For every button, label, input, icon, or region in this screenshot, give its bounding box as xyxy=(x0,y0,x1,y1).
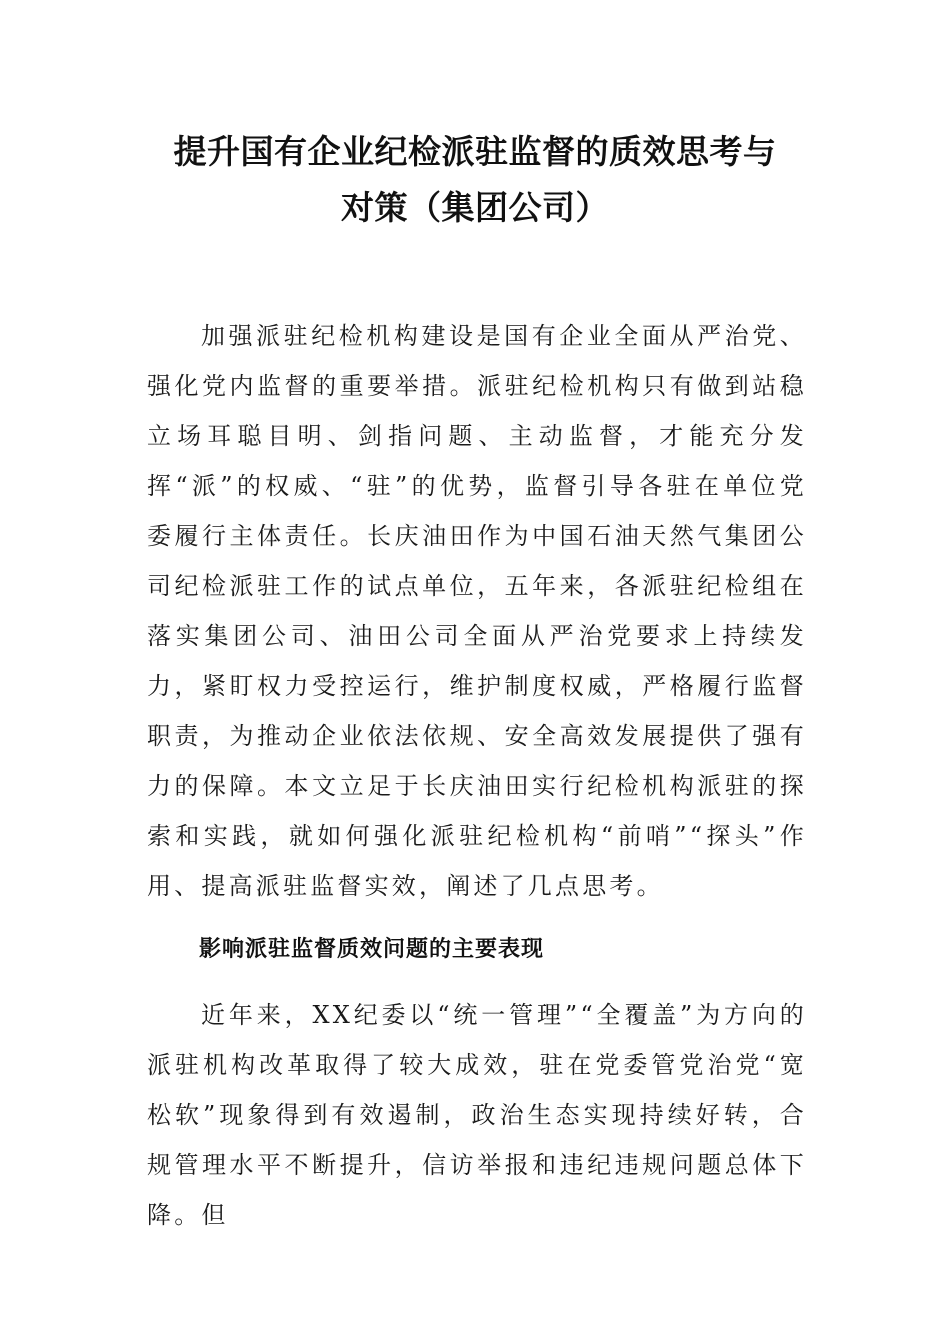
document-title-line-1: 提升国有企业纪检派驻监督的质效思考与 xyxy=(173,132,777,171)
body-paragraph: 近年来，XX纪委以“统一管理”“全覆盖”为方向的派驻机构改革取得了较大成效，驻在党委管党治党“宽松软”现象得到有效遏制，政治生态实现持续好转，合规管理水平不断提升，信访举报和违纪违规问题总体下降。但 xyxy=(147,1001,807,1229)
section-heading: 影响派驻监督质效问题的主要表现 xyxy=(199,937,545,962)
document-title-line-2: 对策（集团公司） xyxy=(341,188,609,227)
intro-paragraph: 加强派驻纪检机构建设是国有企业全面从严治党、强化党内监督的重要举措。派驻纪检机构只有做到站稳立场耳聪目明、剑指问题、主动监督，才能充分发挥“派”的权威、“驻”的优势，监督引导各驻在单位党委履行主体责任。长庆油田作为中国石油天然气集团公司纪检派驻工作的试点单位，五年来，各派驻纪检组在落实集团公司、油田公司全面从严治党要求上持续发力，紧盯权力受控运行，维护制度权威，严格履行监督职责，为推动企业依法依规、安全高效发展提供了强有力的保障。本文立足于长庆油田实行纪检机构派驻的探索和实践，就如何强化派驻纪检机构“前哨”“探头”作用、提高派驻监督实效，阐述了几点思考。 xyxy=(147,322,807,900)
